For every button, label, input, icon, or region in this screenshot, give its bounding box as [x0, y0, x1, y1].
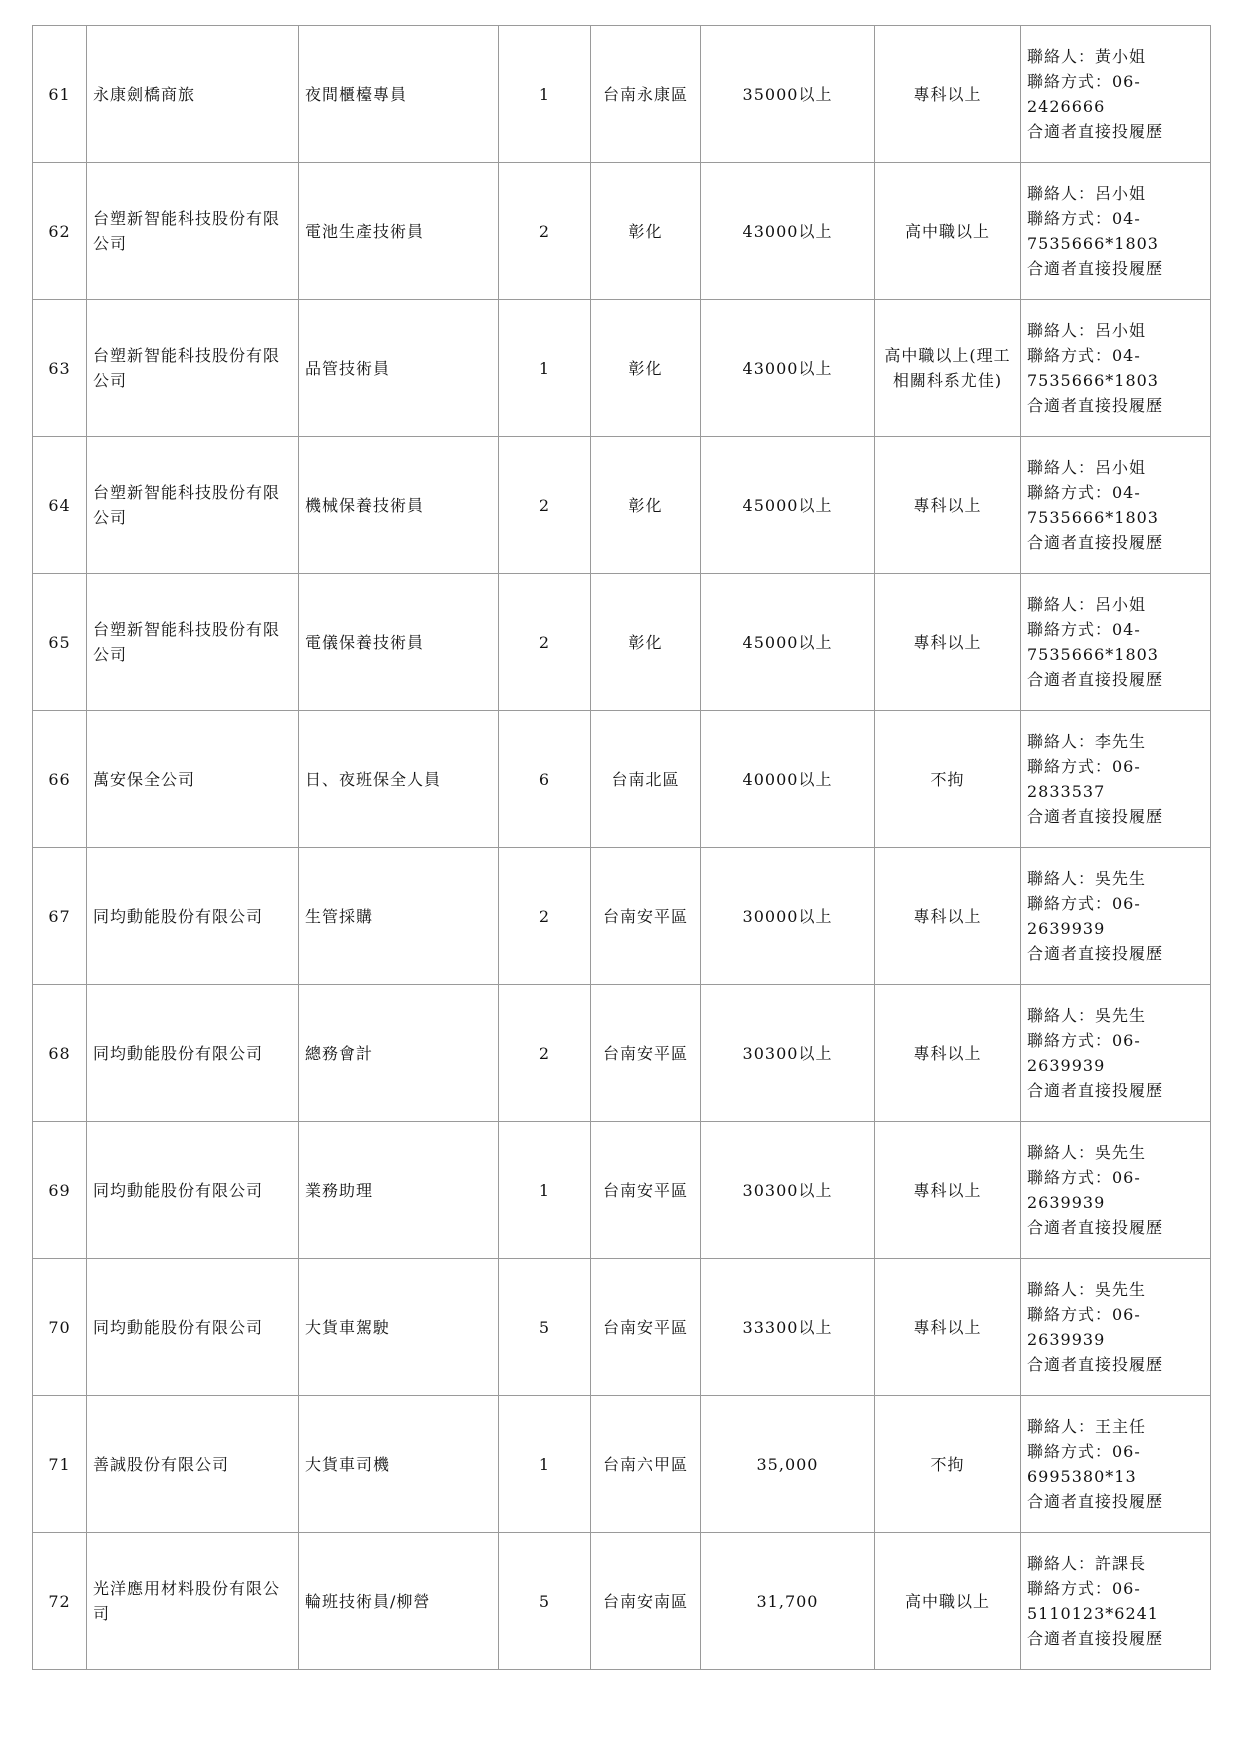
contact-cell: [1021, 1122, 1211, 1259]
company-name-cell: 同均動能股份有限公司: [87, 848, 299, 985]
contact-line: 2639939: [1027, 1056, 1106, 1075]
table-row: [33, 437, 1211, 574]
headcount-cell: 1: [499, 1122, 591, 1259]
row-number-cell: 71: [33, 1396, 87, 1533]
contact-line: 合適者直接投履歷: [1027, 1629, 1164, 1648]
headcount-cell: 1: [499, 300, 591, 437]
headcount-cell: 1: [499, 1396, 591, 1533]
row-number-cell: 69: [33, 1122, 87, 1259]
work-area-cell: 彰化: [591, 437, 701, 574]
table-row: [33, 985, 1211, 1122]
contact-cell: [1021, 300, 1211, 437]
table-row: [33, 1396, 1211, 1533]
headcount-cell: 6: [499, 711, 591, 848]
job-title-cell: 總務會計: [299, 985, 499, 1122]
contact-line: 2833537: [1027, 782, 1106, 801]
contact-cell: [1021, 1533, 1211, 1670]
contact-line: 聯絡方式：04-: [1027, 346, 1141, 365]
contact-line: 聯絡方式：04-: [1027, 620, 1141, 639]
company-name-cell: 永康劍橋商旅: [87, 26, 299, 163]
salary-cell: 35,000: [701, 1396, 875, 1533]
headcount-cell: 5: [499, 1533, 591, 1670]
work-area-cell: 台南安平區: [591, 985, 701, 1122]
contact-line: 合適者直接投履歷: [1027, 670, 1164, 689]
contact-cell: [1021, 163, 1211, 300]
contact-line: 2639939: [1027, 1193, 1106, 1212]
job-title-cell: 電池生產技術員: [299, 163, 499, 300]
salary-cell: 40000以上: [701, 711, 875, 848]
table-row: [33, 26, 1211, 163]
contact-cell: [1021, 26, 1211, 163]
education-requirement-cell: 專科以上: [875, 848, 1021, 985]
company-name-cell: 台塑新智能科技股份有限公司: [87, 574, 299, 711]
job-title-cell: 生管採購: [299, 848, 499, 985]
salary-cell: 30300以上: [701, 985, 875, 1122]
table-row: [33, 300, 1211, 437]
contact-line: 聯絡人：呂小姐: [1027, 184, 1147, 203]
work-area-cell: 台南安南區: [591, 1533, 701, 1670]
salary-cell: 31,700: [701, 1533, 875, 1670]
row-number-cell: 64: [33, 437, 87, 574]
education-requirement-cell: 專科以上: [875, 574, 1021, 711]
education-requirement-cell: 專科以上: [875, 1259, 1021, 1396]
row-number-cell: 66: [33, 711, 87, 848]
contact-cell: [1021, 985, 1211, 1122]
contact-cell: [1021, 437, 1211, 574]
table-row: [33, 574, 1211, 711]
contact-line: 聯絡人：許課長: [1027, 1554, 1147, 1573]
contact-line: 聯絡人：吳先生: [1027, 869, 1147, 888]
contact-cell: [1021, 1396, 1211, 1533]
contact-line: 2426666: [1027, 97, 1106, 116]
company-name-cell: 光洋應用材料股份有限公司: [87, 1533, 299, 1670]
contact-line: 聯絡人：吳先生: [1027, 1280, 1147, 1299]
education-requirement-cell: 不拘: [875, 711, 1021, 848]
education-requirement-cell: 專科以上: [875, 26, 1021, 163]
row-number-cell: 61: [33, 26, 87, 163]
job-title-cell: 大貨車駕駛: [299, 1259, 499, 1396]
work-area-cell: 台南安平區: [591, 848, 701, 985]
contact-line: 7535666*1803: [1027, 371, 1159, 390]
contact-line: 聯絡人：呂小姐: [1027, 321, 1147, 340]
contact-line: 聯絡人：黃小姐: [1027, 47, 1147, 66]
table-row: [33, 711, 1211, 848]
education-requirement-cell: 高中職以上: [875, 1533, 1021, 1670]
company-name-cell: 同均動能股份有限公司: [87, 1122, 299, 1259]
headcount-cell: 2: [499, 437, 591, 574]
work-area-cell: 彰化: [591, 163, 701, 300]
company-name-cell: 萬安保全公司: [87, 711, 299, 848]
education-requirement-cell: 專科以上: [875, 437, 1021, 574]
work-area-cell: 台南安平區: [591, 1122, 701, 1259]
contact-line: 6995380*13: [1027, 1467, 1137, 1486]
headcount-cell: 2: [499, 848, 591, 985]
work-area-cell: 台南永康區: [591, 26, 701, 163]
table-row: [33, 848, 1211, 985]
contact-line: 聯絡方式：04-: [1027, 209, 1141, 228]
job-title-cell: 夜間櫃檯專員: [299, 26, 499, 163]
row-number-cell: 72: [33, 1533, 87, 1670]
contact-line: 2639939: [1027, 1330, 1106, 1349]
company-name-cell: 台塑新智能科技股份有限公司: [87, 437, 299, 574]
job-rows: [33, 26, 1211, 1670]
company-name-cell: 同均動能股份有限公司: [87, 985, 299, 1122]
contact-line: 合適者直接投履歷: [1027, 807, 1164, 826]
row-number-cell: 63: [33, 300, 87, 437]
work-area-cell: 彰化: [591, 300, 701, 437]
row-number-cell: 70: [33, 1259, 87, 1396]
contact-line: 2639939: [1027, 919, 1106, 938]
contact-line: 7535666*1803: [1027, 645, 1159, 664]
salary-cell: 33300以上: [701, 1259, 875, 1396]
row-number-cell: 68: [33, 985, 87, 1122]
contact-line: 7535666*1803: [1027, 508, 1159, 527]
job-title-cell: 日、夜班保全人員: [299, 711, 499, 848]
salary-cell: 43000以上: [701, 163, 875, 300]
contact-line: 合適者直接投履歷: [1027, 122, 1164, 141]
row-number-cell: 65: [33, 574, 87, 711]
contact-line: 聯絡方式：06-: [1027, 894, 1141, 913]
education-requirement-cell: 專科以上: [875, 985, 1021, 1122]
contact-line: 合適者直接投履歷: [1027, 396, 1164, 415]
job-title-cell: 品管技術員: [299, 300, 499, 437]
headcount-cell: 5: [499, 1259, 591, 1396]
education-requirement-cell: 不拘: [875, 1396, 1021, 1533]
contact-cell: [1021, 848, 1211, 985]
table-row: [33, 1122, 1211, 1259]
salary-cell: 35000以上: [701, 26, 875, 163]
salary-cell: 45000以上: [701, 437, 875, 574]
contact-line: 合適者直接投履歷: [1027, 1355, 1164, 1374]
contact-line: 7535666*1803: [1027, 234, 1159, 253]
job-title-cell: 業務助理: [299, 1122, 499, 1259]
salary-cell: 30000以上: [701, 848, 875, 985]
contact-line: 聯絡人：王主任: [1027, 1417, 1147, 1436]
job-listing-page: [32, 25, 1210, 1670]
row-number-cell: 67: [33, 848, 87, 985]
contact-cell: [1021, 711, 1211, 848]
contact-line: 5110123*6241: [1027, 1604, 1159, 1623]
company-name-cell: 同均動能股份有限公司: [87, 1259, 299, 1396]
work-area-cell: 台南北區: [591, 711, 701, 848]
contact-line: 合適者直接投履歷: [1027, 533, 1164, 552]
contact-line: 聯絡人：李先生: [1027, 732, 1147, 751]
work-area-cell: 台南六甲區: [591, 1396, 701, 1533]
contact-line: 合適者直接投履歷: [1027, 259, 1164, 278]
job-title-cell: 大貨車司機: [299, 1396, 499, 1533]
company-name-cell: 台塑新智能科技股份有限公司: [87, 163, 299, 300]
salary-cell: 45000以上: [701, 574, 875, 711]
education-requirement-cell: 高中職以上: [875, 163, 1021, 300]
contact-line: 聯絡方式：06-: [1027, 1305, 1141, 1324]
headcount-cell: 1: [499, 26, 591, 163]
contact-line: 聯絡方式：06-: [1027, 1442, 1141, 1461]
contact-line: 合適者直接投履歷: [1027, 1081, 1164, 1100]
education-requirement-cell: 專科以上: [875, 1122, 1021, 1259]
job-title-cell: 輪班技術員/柳營: [299, 1533, 499, 1670]
contact-cell: [1021, 574, 1211, 711]
contact-line: 聯絡人：吳先生: [1027, 1006, 1147, 1025]
contact-line: 聯絡方式：06-: [1027, 757, 1141, 776]
contact-line: 聯絡人：呂小姐: [1027, 595, 1147, 614]
table-row: [33, 163, 1211, 300]
job-listing-table: [32, 25, 1211, 1670]
contact-line: 聯絡人：呂小姐: [1027, 458, 1147, 477]
contact-line: 合適者直接投履歷: [1027, 1492, 1164, 1511]
contact-line: 聯絡方式：06-: [1027, 1579, 1141, 1598]
contact-line: 合適者直接投履歷: [1027, 944, 1164, 963]
contact-line: 合適者直接投履歷: [1027, 1218, 1164, 1237]
row-number-cell: 62: [33, 163, 87, 300]
company-name-cell: 台塑新智能科技股份有限公司: [87, 300, 299, 437]
salary-cell: 30300以上: [701, 1122, 875, 1259]
work-area-cell: 台南安平區: [591, 1259, 701, 1396]
salary-cell: 43000以上: [701, 300, 875, 437]
headcount-cell: 2: [499, 574, 591, 711]
headcount-cell: 2: [499, 985, 591, 1122]
contact-line: 聯絡方式：06-: [1027, 1031, 1141, 1050]
contact-line: 聯絡方式：06-: [1027, 1168, 1141, 1187]
table-row: [33, 1259, 1211, 1396]
work-area-cell: 彰化: [591, 574, 701, 711]
table-row: [33, 1533, 1211, 1670]
job-title-cell: 電儀保養技術員: [299, 574, 499, 711]
job-title-cell: 機械保養技術員: [299, 437, 499, 574]
company-name-cell: 善誠股份有限公司: [87, 1396, 299, 1533]
contact-line: 聯絡方式：06-: [1027, 72, 1141, 91]
headcount-cell: 2: [499, 163, 591, 300]
contact-line: 聯絡人：吳先生: [1027, 1143, 1147, 1162]
contact-cell: [1021, 1259, 1211, 1396]
contact-line: 聯絡方式：04-: [1027, 483, 1141, 502]
education-requirement-cell: 高中職以上(理工相關科系尤佳): [875, 300, 1021, 437]
